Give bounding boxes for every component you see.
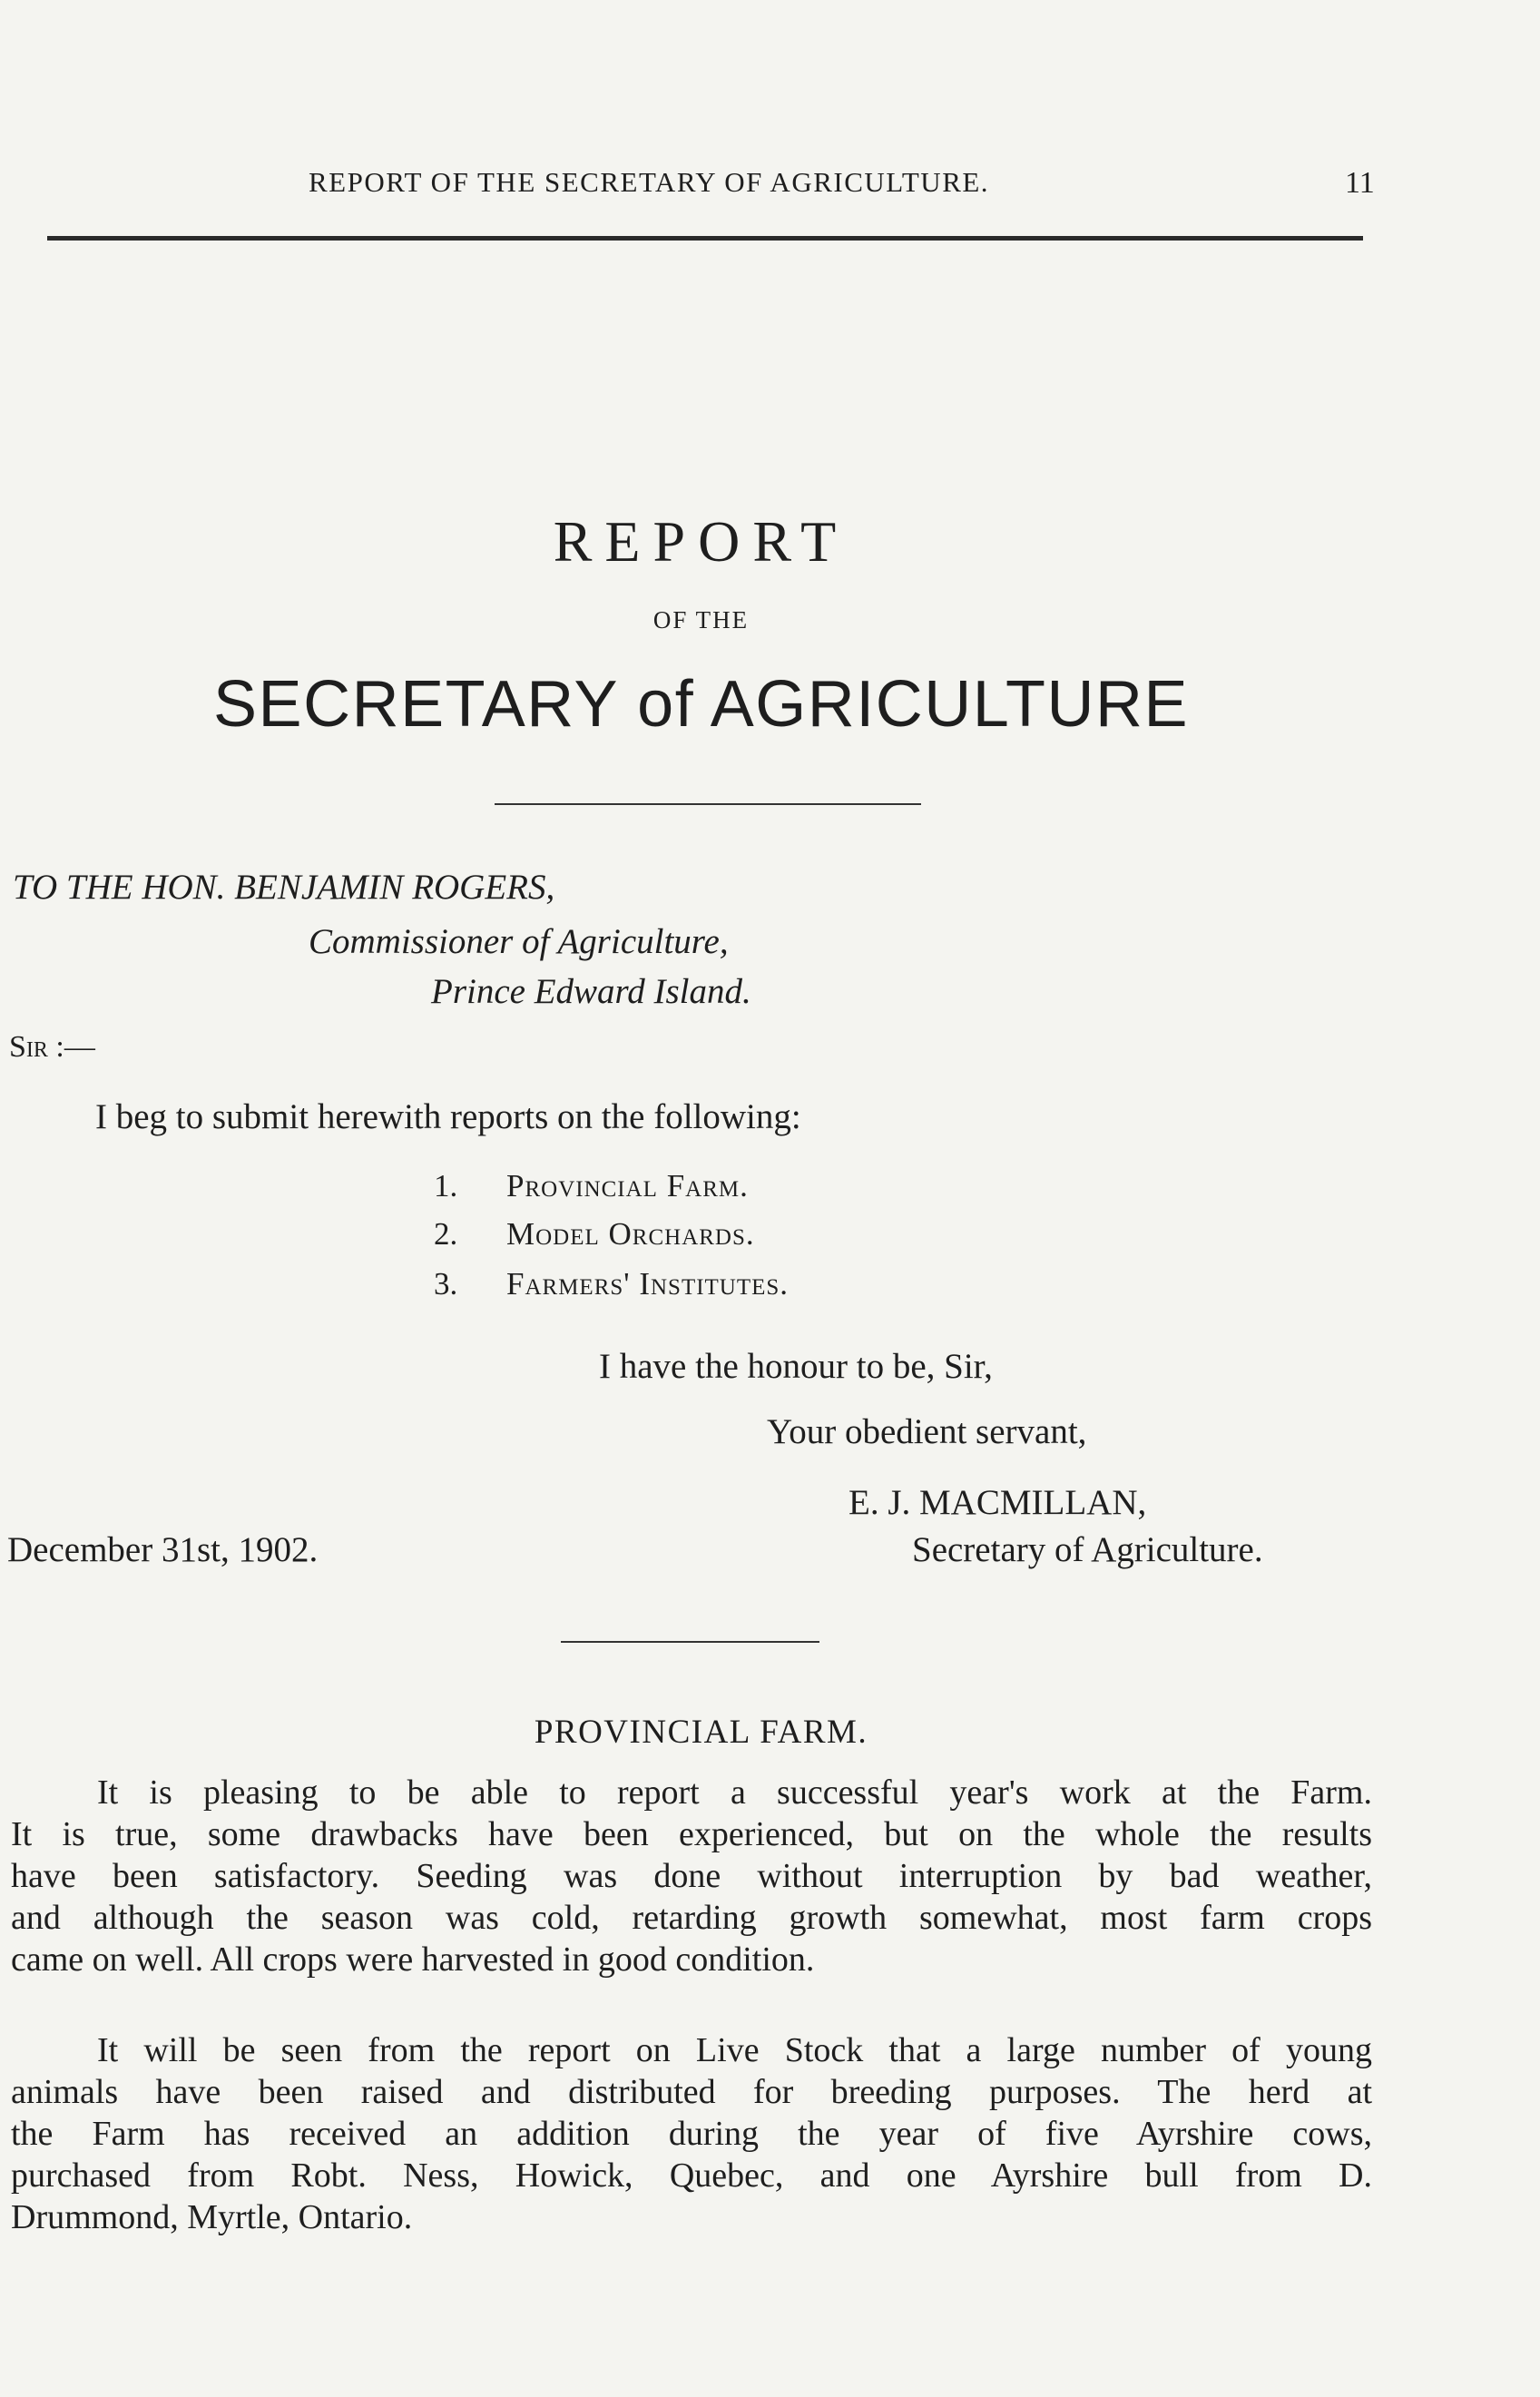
paragraph-line: purchased from Robt. Ness, Howick, Quebec, and one Ayrshire bull from D.: [11, 2156, 1372, 2195]
section-heading: PROVINCIAL FARM.: [534, 1714, 868, 1751]
closing-line-1: I have the honour to be, Sir,: [599, 1347, 993, 1386]
list-number: 1.: [434, 1168, 458, 1203]
paragraph-line: It is pleasing to be able to report a successful year's work at the Farm.: [97, 1773, 1372, 1812]
paragraph-line: It is true, some drawbacks have been experienced, but on the whole the results: [11, 1815, 1372, 1853]
letter-date: December 31st, 1902.: [7, 1530, 319, 1569]
document-title: SECRETARY of AGRICULTURE: [213, 668, 1189, 741]
list-item: [434, 1216, 755, 1253]
running-header: [0, 166, 1540, 211]
section-rule: [561, 1641, 819, 1643]
signatory-title: Secretary of Agriculture.: [912, 1530, 1263, 1569]
list-item: [434, 1266, 789, 1302]
list-label: Farmers' Institutes.: [506, 1266, 790, 1302]
closing-line-2: Your obedient servant,: [767, 1412, 1087, 1451]
list-item: [434, 1168, 749, 1204]
address-line-1: TO THE HON. BENJAMIN ROGERS,: [13, 868, 555, 907]
paragraph-line: the Farm has received an addition during the year of five Ayrshire cows,: [11, 2115, 1372, 2153]
paragraph-1: [11, 1772, 1372, 1980]
list-number: 3.: [434, 1266, 458, 1302]
paragraph-2: [11, 2029, 1372, 2238]
page-number: 11: [1345, 166, 1375, 200]
signature: E. J. MACMILLAN,: [848, 1483, 1147, 1522]
of-the-heading: OF THE: [652, 606, 750, 634]
title-rule: [495, 803, 921, 805]
list-label: Provincial Farm.: [506, 1168, 749, 1203]
salutation: Sir :—: [9, 1030, 95, 1064]
intro-text: I beg to submit herewith reports on the following:: [95, 1097, 801, 1136]
paragraph-line: animals have been raised and distributed for breeding purposes. The herd at: [11, 2073, 1372, 2111]
list-number: 2.: [434, 1216, 458, 1252]
address-line-3: Prince Edward Island.: [431, 972, 751, 1011]
header-rule: [47, 236, 1363, 241]
paragraph-line: and although the season was cold, retarding growth somewhat, most farm crops: [11, 1899, 1372, 1937]
running-header-title: REPORT OF THE SECRETARY OF AGRICULTURE.: [309, 166, 990, 198]
list-label: Model Orchards.: [506, 1216, 755, 1252]
report-heading: REPORT: [553, 509, 849, 574]
address-line-2: Commissioner of Agriculture,: [309, 922, 729, 961]
paragraph-line: have been satisfactory. Seeding was done without interruption by bad weather,: [11, 1857, 1372, 1895]
paragraph-line: came on well. All crops were harvested in good condition.: [11, 1940, 815, 1979]
paragraph-line: It will be seen from the report on Live Stock that a large number of young: [97, 2031, 1372, 2069]
paragraph-line: Drummond, Myrtle, Ontario.: [11, 2198, 413, 2236]
